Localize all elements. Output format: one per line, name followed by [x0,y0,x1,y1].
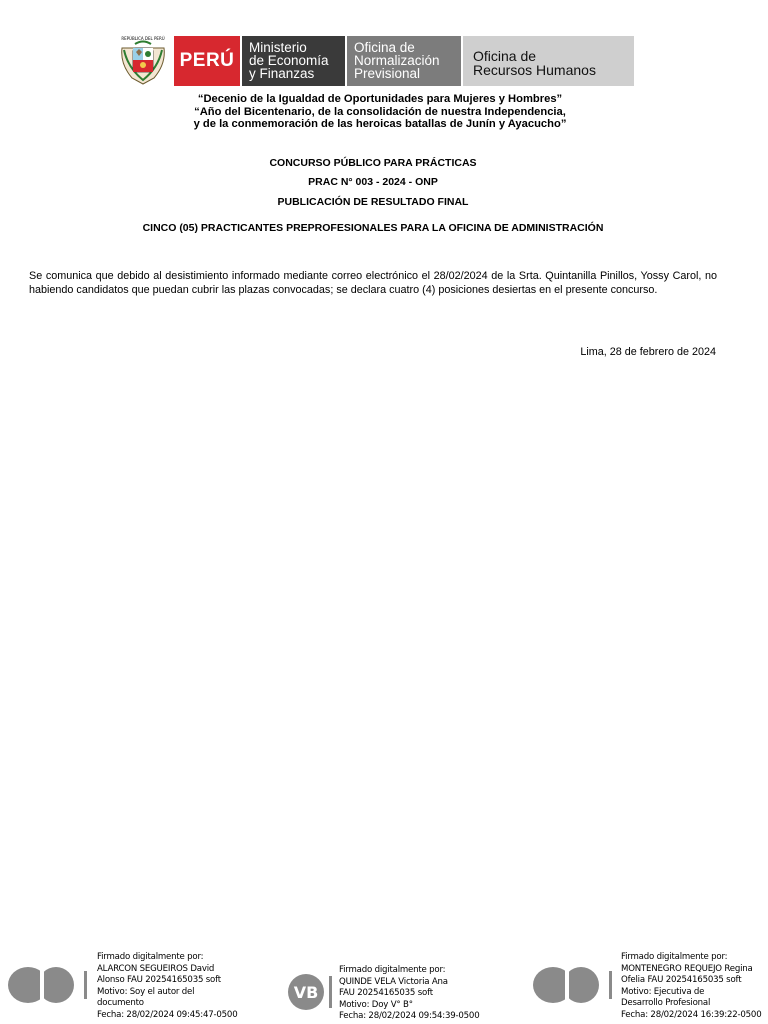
document-date: Lima, 28 de febrero de 2024 [580,346,716,358]
signature-line: Firmado digitalmente por: [339,965,446,975]
motto-line: “Decenio de la Igualdad de Oportunidades para Mujeres y Hombres” [197,93,563,105]
signature-line: Ofelia FAU 20254165035 soft [621,975,742,986]
signature-block-3 [621,952,767,1022]
signature-line: Alonso FAU 20254165035 soft [97,975,221,986]
document-subtitle: CINCO (05) PRACTICANTES PREPROFESIONALES PARA LA OFICINA DE ADMINISTRACIÓN [142,222,604,234]
onp-line: Oficina de [354,40,415,55]
signature-block-1 [97,952,247,1022]
document-result-heading: PUBLICACIÓN DE RESULTADO FINAL [277,196,469,208]
signature-line: Desarrollo Profesional [621,998,711,1009]
signature-line: Motivo: Ejecutiva de [621,986,705,997]
signature-line: FAU 20254165035 soft [339,988,433,999]
signature-line: Firmado digitalmente por: [621,952,728,962]
onp-block [347,36,461,86]
onp-logo-icon [6,965,92,1005]
motto-line: “Año del Bicentenario, de la consolidación de nuestra Independencia, [194,105,566,118]
onp-line: Normalización [354,53,440,68]
document-body: Se comunica que debido al desistimiento informado mediante correo electrónico el 28/02/2024 de la Srta. Quintanilla Pinillos, Yossy Carol, no habiendo candidatos que puedan cubrir las plazas convocadas; se declara cuatro (4) posiciones desiertas en el presente concurso. [29,270,717,296]
hr-office-line: Recursos Humanos [473,62,596,78]
signature-line: ALARCON SEGUEIROS David [97,963,215,974]
peru-label: PERÚ [179,50,235,71]
signature-line: Firmado digitalmente por: [97,952,204,962]
peru-brand-block [174,36,240,86]
document-title: CONCURSO PÚBLICO PARA PRÁCTICAS [269,157,477,169]
motto-line: y de la conmemoración de las heroicas batallas de Junín y Ayacucho” [193,118,567,130]
signature-line: Motivo: Doy V° B° [339,999,413,1010]
signature-line: MONTENEGRO REQUEJO Regina [621,963,753,974]
hr-office-line: Oficina de [473,48,537,64]
signature-block-2 [339,965,489,1023]
signature-line: QUINDE VELA Victoria Ana [339,976,448,987]
seal-caption: REPÚBLICA DEL PERÚ [121,36,165,41]
signature-line: Motivo: Soy el autor del [97,986,195,997]
signature-line: Fecha: 28/02/2024 16:39:22-0500 [621,1009,762,1020]
signature-line: Fecha: 28/02/2024 09:45:47-0500 [97,1009,238,1020]
institutional-header [118,34,638,86]
ministry-line: Ministerio [249,40,307,55]
peru-coat-of-arms-icon [118,34,168,86]
signature-line: Fecha: 28/02/2024 09:54:39-0500 [339,1011,480,1022]
hr-office-block [463,36,634,86]
ministry-line: de Economía [249,53,329,68]
vb-stamp-label: VB [293,983,319,1002]
onp-logo-icon [531,965,617,1005]
ministry-line: y Finanzas [249,66,315,81]
signature-line: documento [97,998,144,1009]
official-mottos [150,93,610,131]
vb-stamp-icon [286,972,336,1012]
document-reference: PRAC N° 003 - 2024 - ONP [308,176,438,188]
onp-line: Previsional [354,66,421,81]
ministry-block [242,36,345,86]
